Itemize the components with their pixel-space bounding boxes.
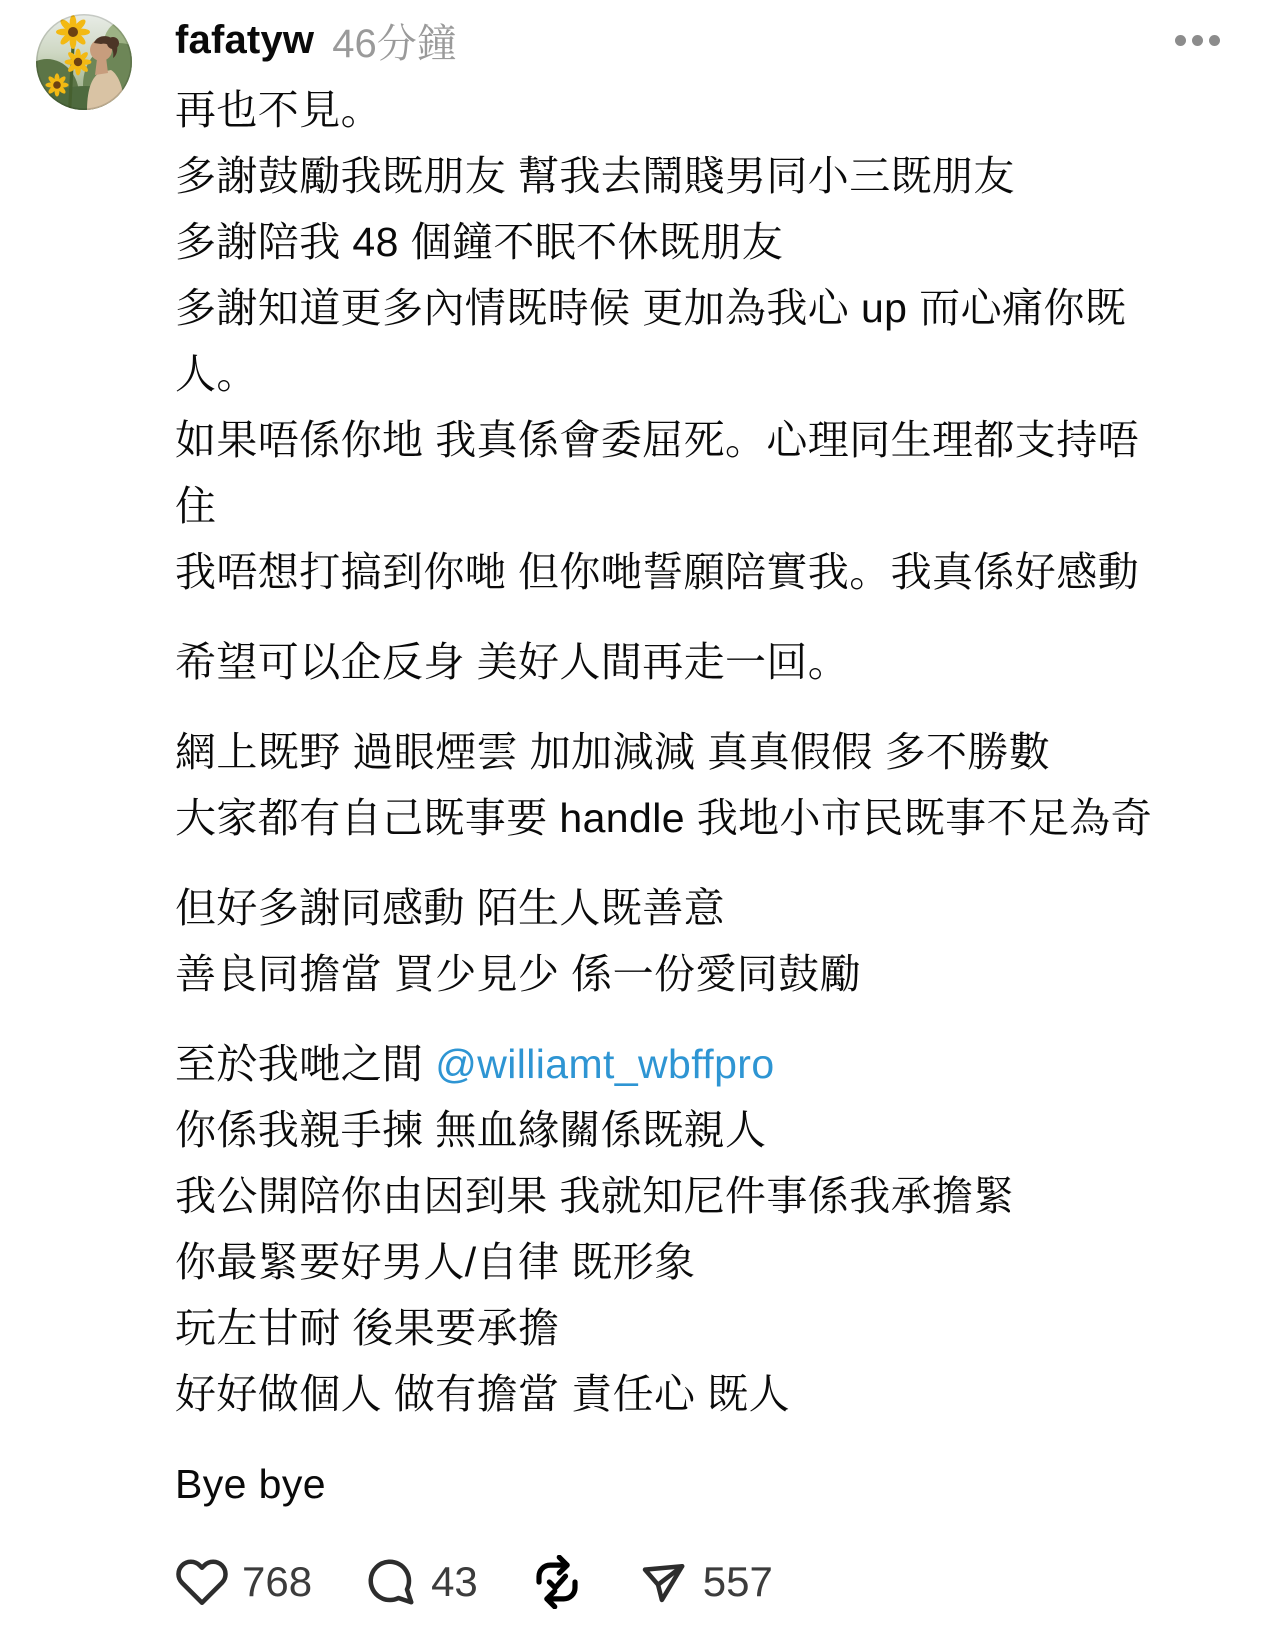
ellipsis-icon bbox=[1175, 35, 1186, 46]
post-line: 希望可以企反身 美好人間再走一回。 bbox=[175, 639, 850, 685]
ellipsis-icon bbox=[1192, 35, 1203, 46]
post-line: 住 bbox=[175, 483, 217, 529]
repost-button[interactable] bbox=[530, 1555, 584, 1609]
post-line: 人。 bbox=[175, 351, 258, 397]
avatar-column bbox=[35, 13, 175, 1609]
more-options-button[interactable] bbox=[1173, 29, 1222, 52]
post-line: 我唔想打搞到你哋 但你哋誓願陪實我。我真係好感動 bbox=[175, 549, 1139, 595]
post-line-text: 至於我哋之間 bbox=[175, 1041, 436, 1087]
share-button[interactable] bbox=[636, 1555, 773, 1609]
post-line: 大家都有自己既事要 handle 我地小市民既事不足為奇 bbox=[175, 795, 1153, 841]
post-line: 你最緊要好男人/自律 既形象 bbox=[175, 1239, 696, 1285]
post-line: 我公開陪你由因到果 我就知尼件事係我承擔緊 bbox=[175, 1173, 1015, 1219]
comment-bubble-icon bbox=[364, 1555, 418, 1609]
heart-icon bbox=[175, 1555, 229, 1609]
post-body bbox=[175, 77, 1222, 1517]
post-line: 你係我親手揀 無血緣關係既親人 bbox=[175, 1107, 767, 1153]
username[interactable]: fafatyw bbox=[175, 17, 315, 62]
post-line: 再也不見。 bbox=[175, 87, 382, 133]
avatar-image bbox=[35, 13, 133, 111]
post-content bbox=[175, 13, 1222, 1609]
mention-link[interactable]: @williamt_wbffpro bbox=[435, 1041, 775, 1087]
comment-count: 43 bbox=[431, 1558, 478, 1605]
paper-plane-icon bbox=[636, 1555, 690, 1609]
post-line: 善良同擔當 買少見少 係一份愛同鼓勵 bbox=[175, 951, 861, 997]
post-line: 多謝陪我 48 個鐘不眠不休既朋友 bbox=[175, 219, 784, 265]
post-header bbox=[175, 13, 1222, 67]
repost-check-icon bbox=[530, 1555, 584, 1609]
post-paragraph bbox=[175, 1451, 1222, 1517]
actions-bar bbox=[175, 1555, 1222, 1609]
post-line: 多謝鼓勵我既朋友 幫我去鬧賤男同小三既朋友 bbox=[175, 153, 1015, 199]
timestamp: 46分鐘 bbox=[332, 21, 457, 66]
share-count: 557 bbox=[702, 1558, 773, 1605]
post-paragraph bbox=[175, 719, 1222, 851]
like-count: 768 bbox=[242, 1558, 313, 1605]
avatar[interactable] bbox=[35, 13, 133, 111]
post-line: 如果唔係你地 我真係會委屈死。心理同生理都支持唔 bbox=[175, 417, 1139, 463]
post-line: 玩左甘耐 後果要承擔 bbox=[175, 1305, 560, 1351]
post-paragraph bbox=[175, 875, 1222, 1007]
ellipsis-icon bbox=[1209, 35, 1220, 46]
post-line: 多謝知道更多內情既時候 更加為我心 up 而心痛你既 bbox=[175, 285, 1127, 331]
post-line bbox=[175, 1031, 1222, 1097]
post-paragraph bbox=[175, 77, 1222, 605]
post-paragraph bbox=[175, 1031, 1222, 1427]
post-line: 好好做個人 做有擔當 責任心 既人 bbox=[175, 1371, 790, 1417]
post-paragraph bbox=[175, 629, 1222, 695]
like-button[interactable] bbox=[175, 1555, 312, 1609]
post-line: 網上既野 過眼煙雲 加加減減 真真假假 多不勝數 bbox=[175, 729, 1051, 775]
post-line: 但好多謝同感動 陌生人既善意 bbox=[175, 885, 725, 931]
comment-button[interactable] bbox=[364, 1555, 478, 1609]
post-line: Bye bye bbox=[175, 1461, 326, 1507]
